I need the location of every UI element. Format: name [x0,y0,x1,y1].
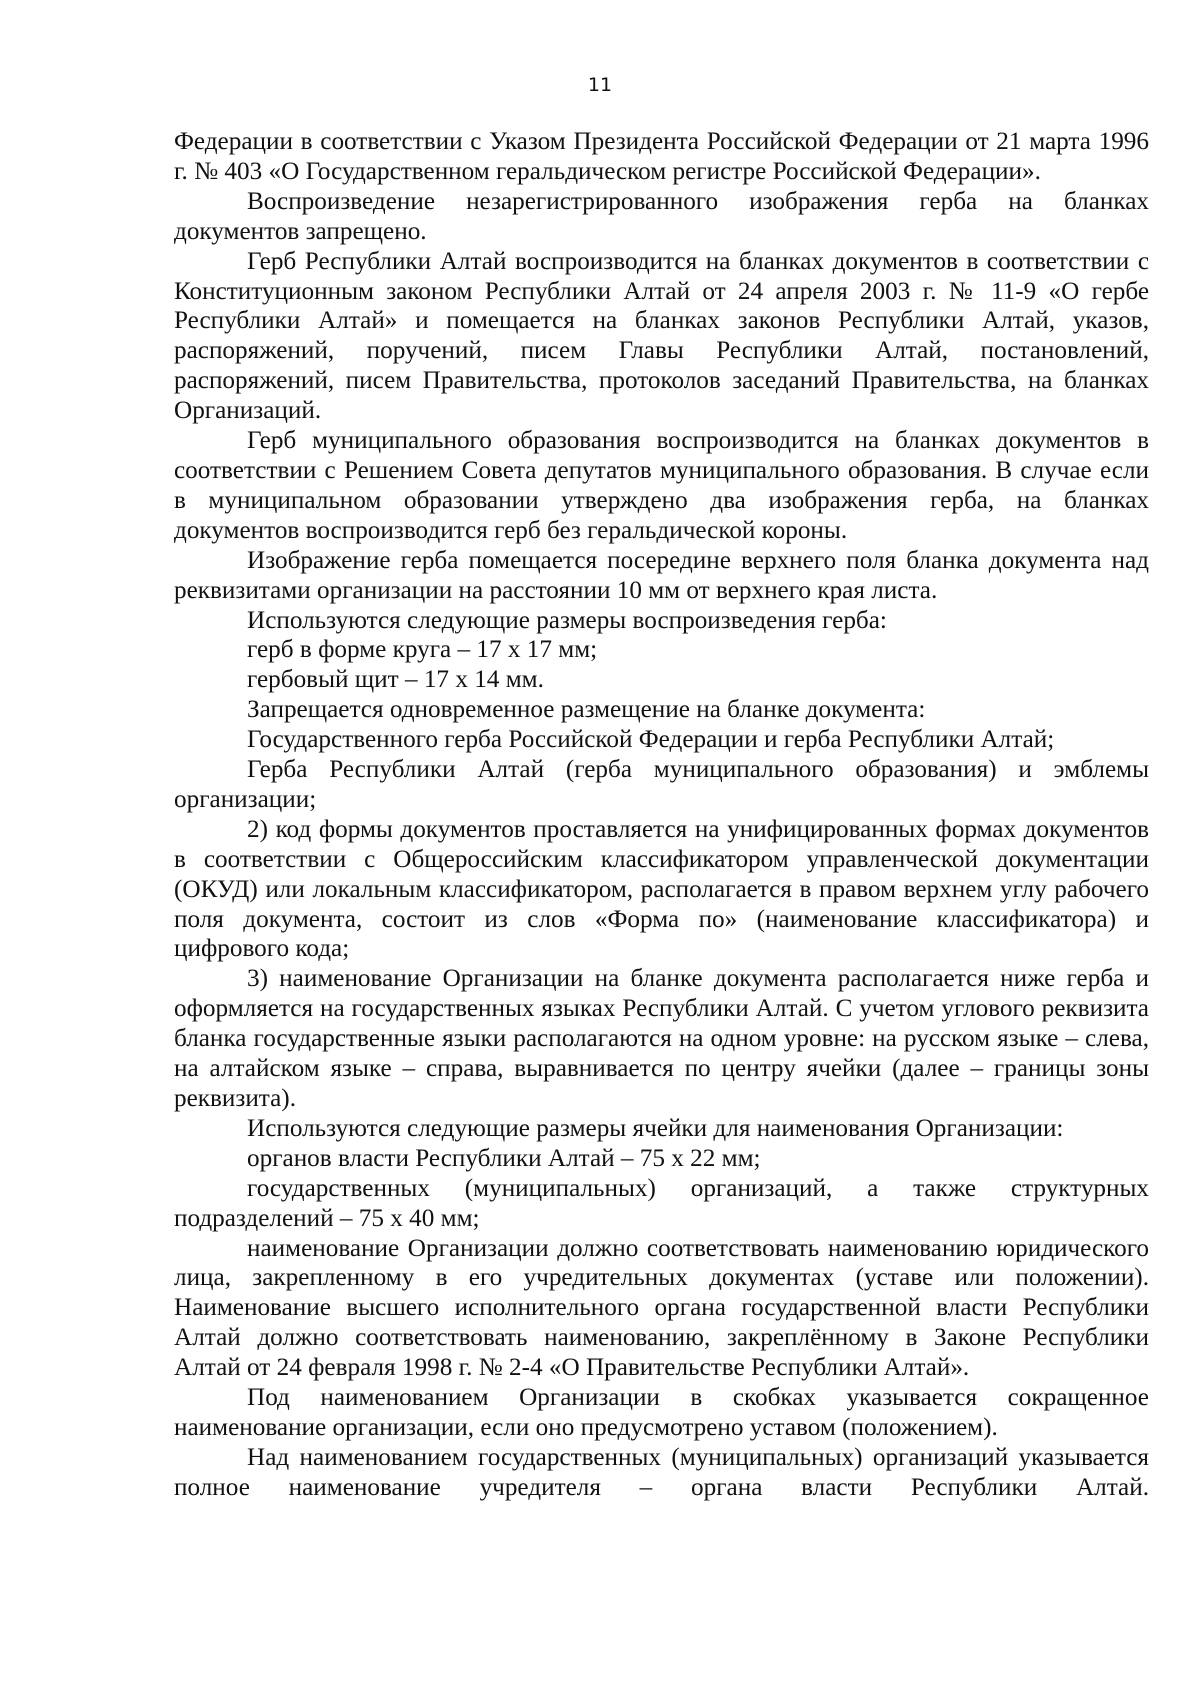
paragraph: органов власти Республики Алтай – 75 х 22 мм; [247,1144,761,1172]
paragraph: герб в форме круга – 17 х 17 мм; [247,636,598,664]
paragraph: Над наименованием государственных (муниципальных) организаций указывается полное наименование учредителя – органа власти Республики Алтай. [174,1443,1149,1501]
page-number: 11 [587,74,613,96]
paragraph: Герба Республики Алтай (герба муниципального образования) и эмблемы организации; [174,756,1149,813]
paragraph: Запрещается одновременное размещение на бланке документа: [247,696,926,724]
paragraph: Государственного герба Российской Федерации и герба Республики Алтай; [247,726,1055,754]
paragraph: Воспроизведение незарегистрированного изображения герба на бланках документов запрещено. [174,187,1149,245]
paragraph: Изображение герба помещается посередине верхнего поля бланка документа над реквизитами организации на расстоянии 10 мм от верхнего края листа. [174,546,1149,604]
paragraph: 3) наименование Организации на бланке документа располагается ниже герба и оформляется на государственных языках Республики Алтай. С учетом углового реквизита бланка государственные языки располагаются на одном уровне: на русском языке – слева, на алтайском языке – справа, выравнивается по центру ячейки (далее – границы зоны реквизита). [174,965,1149,1112]
paragraph: Используются следующие размеры ячейки для наименования Организации: [247,1114,1064,1142]
document-body [174,127,1149,1503]
paragraph: Федерации в соответствии с Указом Президента Российской Федерации от 21 марта 1996 г. № 403 «О Государственном геральдическом регистре Российской Федерации». [174,128,1149,185]
paragraph: Используются следующие размеры воспроизведения герба: [247,606,887,634]
paragraph: Герб муниципального образования воспроизводится на бланках документов в соответствии с Решением Совета депутатов муниципального образования. В случае если в муниципальном образовании утверждено два изображения герба, на бланках документов воспроизводится герб без геральдической короны. [174,427,1149,544]
paragraph: государственных (муниципальных) организаций, а также структурных подразделений – 75 х 40 мм; [174,1174,1149,1232]
paragraph: наименование Организации должно соответствовать наименованию юридического лица, закрепленному в его учредительных документах (уставе или положении). Наименование высшего исполнительного органа государственной власти Республики Алтай должно соответствовать наименованию, закреплённому в Законе Республики Алтай от 24 февраля 1998 г. № 2-4 «О Правительстве Республики Алтай». [174,1234,1149,1382]
paragraph: Под наименованием Организации в скобках указывается сокращенное наименование организации, если оно предусмотрено уставом (положением). [174,1384,1149,1441]
paragraph: гербовый щит – 17 х 14 мм. [247,666,544,694]
paragraph: Герб Республики Алтай воспроизводится на бланках документов в соответствии с Конституционным законом Республики Алтай от 24 апреля 2003 г. № 11-9 «О гербе Республики Алтай» и помещается на бланках законов Республики Алтай, указов, распоряжений, поручений, писем Главы Республики Алтай, постановлений, распоряжений, писем Правительства, протоколов заседаний Правительства, на бланках Организаций. [174,247,1149,425]
paragraph: 2) код формы документов проставляется на унифицированных формах документов в соответствии с Общероссийским классификатором управленческой документации (ОКУД) или локальным классификатором, располагается в правом верхнем углу рабочего поля документа, состоит из слов «Форма по» (наименование классификатора) и цифрового кода; [174,815,1149,963]
